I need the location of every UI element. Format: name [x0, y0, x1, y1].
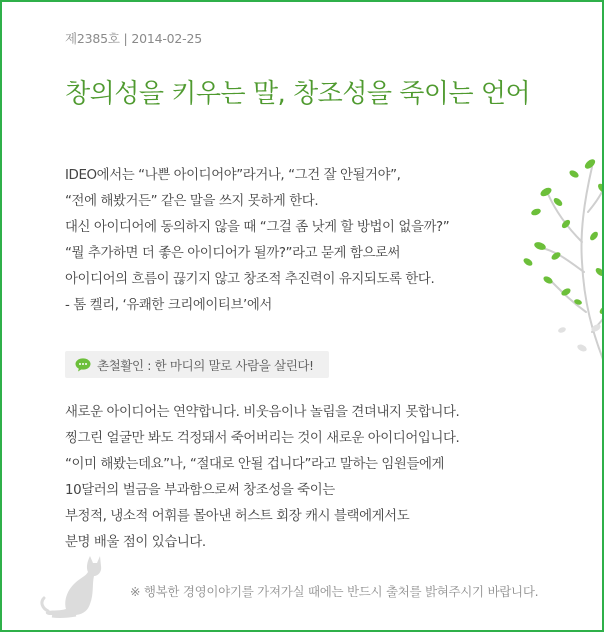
issue-meta: 제2385호 | 2014-02-25 [65, 31, 202, 46]
speech-bubble-icon [75, 358, 91, 372]
article-body [65, 400, 535, 556]
quote-line: IDEO에서는 “나쁜 아이디어야”라거나, “그건 잘 안될거야”, [65, 168, 401, 183]
quote-source: - 톰 켈리, ‘유쾌한 크리에이티브’에서 [65, 298, 272, 313]
quote-line: “전에 해봤거든” 같은 말을 쓰지 못하게 한다. [65, 194, 319, 209]
body-line: 새로운 아이디어는 연약합니다. 비웃음이나 놀림을 견뎌내지 못합니다. [65, 405, 460, 420]
quote-line: “뭘 추가하면 더 좋은 아이디어가 될까?”라고 묻게 함으로써 [65, 246, 401, 261]
cat-silhouette-illustration [40, 554, 112, 618]
body-line: 부정적, 냉소적 어휘를 몰아낸 허스트 회장 캐시 블랙에게서도 [65, 509, 410, 524]
quote-line: 아이디어의 흐름이 끊기지 않고 창조적 추진력이 유지되도록 한다. [65, 272, 435, 287]
quote-line: 대신 아이디어에 동의하지 않을 때 “그걸 좀 낫게 할 방법이 없을까?” [65, 220, 450, 235]
body-line: “이미 해봤는데요”나, “절대로 안될 겁니다”라고 말하는 임원들에게 [65, 457, 445, 472]
body-line: 분명 배울 점이 있습니다. [65, 535, 206, 550]
tree-branch-illustration [522, 152, 604, 372]
copyright-note: ※ 행복한 경영이야기를 가져가실 때에는 반드시 출처를 밝혀주시기 바랍니다. [130, 584, 539, 599]
quote-block [65, 163, 535, 319]
comment-chip [65, 351, 329, 378]
body-line: 10달러의 벌금을 부과함으로써 창조성을 죽이는 [65, 483, 335, 498]
body-line: 찡그린 얼굴만 봐도 걱정돼서 죽어버리는 것이 새로운 아이디어입니다. [65, 431, 460, 446]
comment-chip-text: 촌철활인 : 한 마디의 말로 사람을 살린다! [97, 357, 314, 373]
article-title: 창의성을 키우는 말, 창조성을 죽이는 언어 [65, 79, 531, 109]
